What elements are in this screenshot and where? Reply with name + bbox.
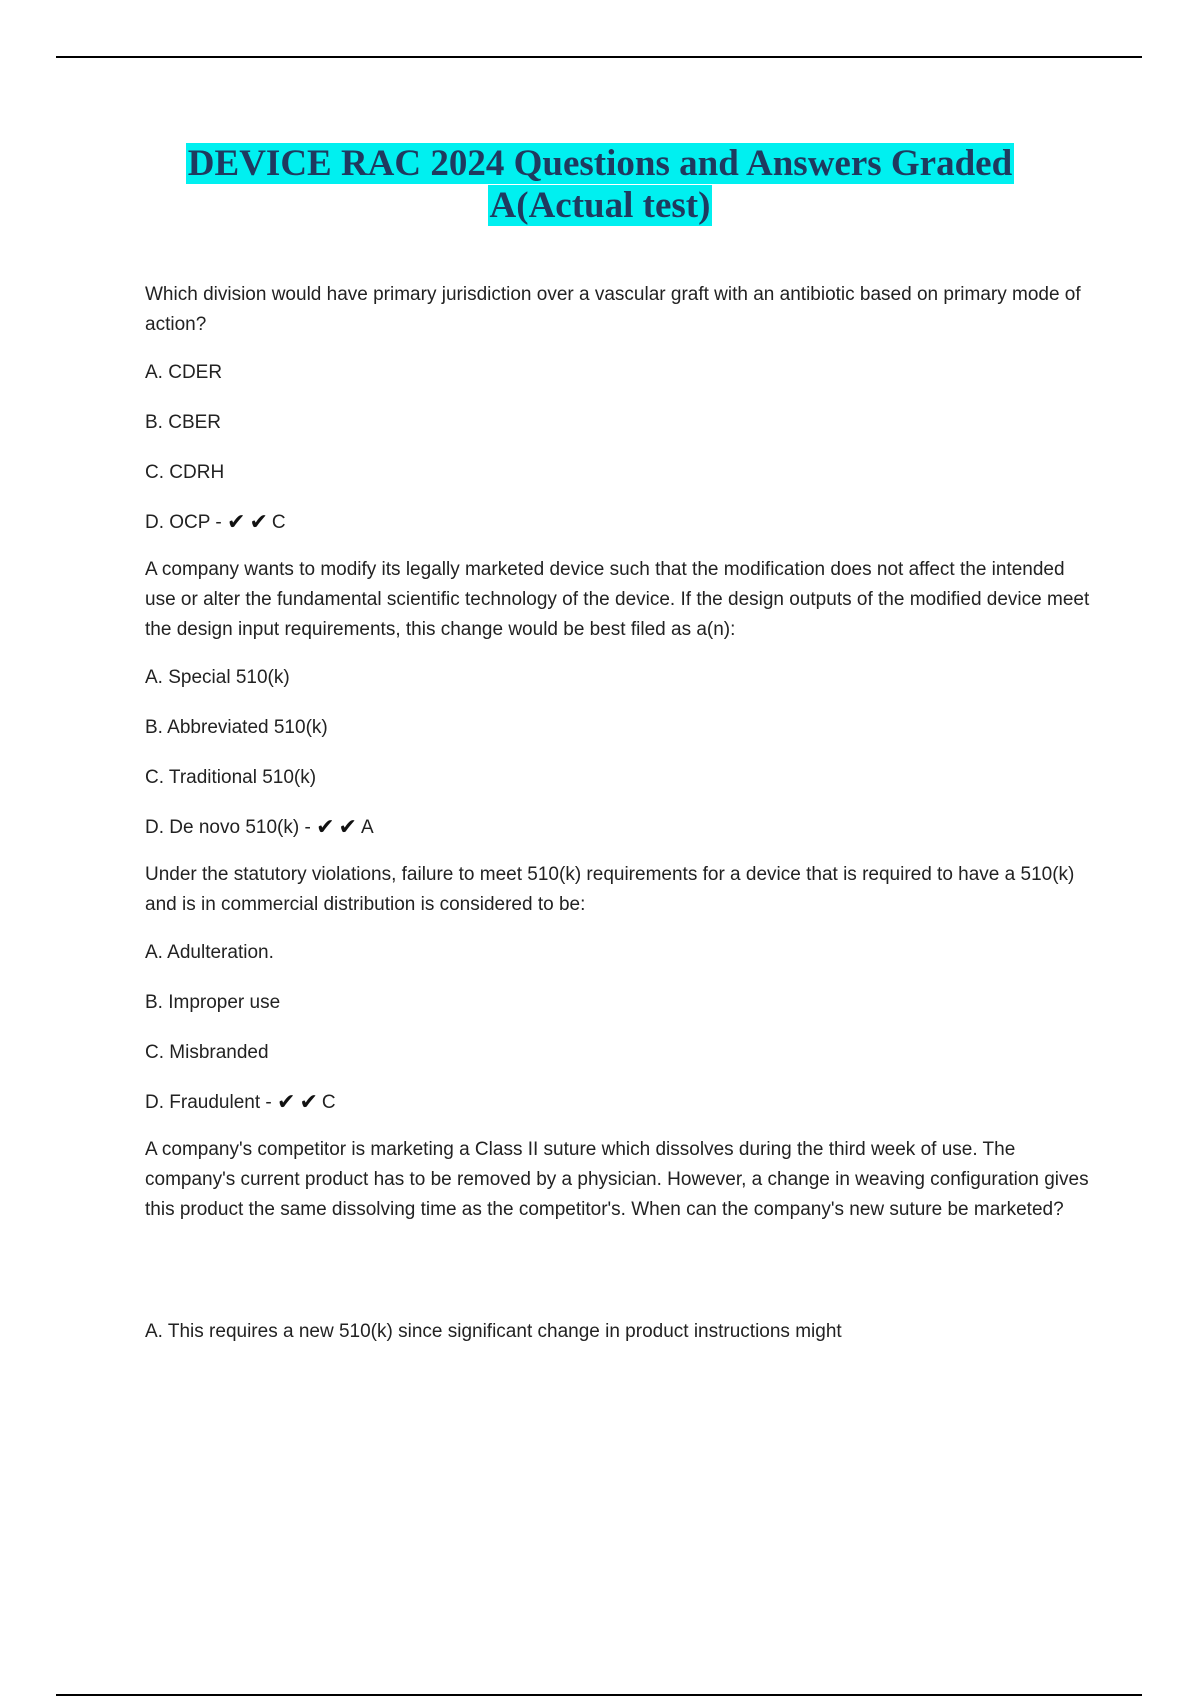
option-item: C. Misbranded bbox=[145, 1042, 269, 1063]
bottom-page-rule bbox=[56, 1694, 1142, 1696]
option-item: B. Abbreviated 510(k) bbox=[145, 717, 328, 738]
top-page-rule bbox=[56, 56, 1142, 58]
answer-letter: A bbox=[360, 817, 374, 838]
option-text: D. Fraudulent bbox=[145, 1092, 261, 1113]
question-text: Under the statutory violations, failure to meet 510(k) requirements for a device that is required to have a 510(k) and is in commercial distribution is considered to be: bbox=[145, 864, 1075, 915]
checkmark-icon: ✔ bbox=[299, 1089, 318, 1114]
question-text: A company wants to modify its legally marketed device such that the modification does not affect the intended use or alter the fundamental scientific technology of the device. If the design outputs of the modified device meet the design input requirements, this change would be best filed as a(n): bbox=[145, 559, 1090, 640]
blank-space bbox=[145, 1243, 1095, 1317]
question-text: Which division would have primary jurisdiction over a vascular graft with an antibiotic based on primary mode of action? bbox=[145, 284, 1081, 335]
question-text: A company's competitor is marketing a Class II suture which dissolves during the third week of use. The company's current product has to be removed by a physician. However, a change in weaving configuration gives this product the same dissolving time as the competitor's. When can the company's new suture be marketed? bbox=[145, 1139, 1089, 1220]
checkmark-icon: ✔ bbox=[249, 509, 268, 534]
checkmark-icon: ✔ bbox=[277, 1089, 296, 1114]
option-item: A. This requires a new 510(k) since significant change in product instructions might bbox=[145, 1321, 842, 1342]
answer-separator: - bbox=[210, 512, 227, 533]
answer-separator: - bbox=[260, 1092, 278, 1113]
answer-separator: - bbox=[299, 817, 317, 838]
checkmark-icon: ✔ bbox=[338, 814, 357, 839]
option-item: A. Special 510(k) bbox=[145, 667, 290, 688]
checkmark-icon: ✔ bbox=[227, 509, 246, 534]
option-item-with-answer bbox=[145, 508, 1095, 538]
option-item-with-answer bbox=[145, 1088, 1095, 1118]
title-line-2: A(Actual test) bbox=[489, 185, 711, 226]
option-item: A. CDER bbox=[145, 362, 223, 383]
document-title bbox=[100, 143, 1100, 227]
document-body bbox=[145, 280, 1095, 1367]
option-item: B. Improper use bbox=[145, 992, 281, 1013]
answer-letter: C bbox=[321, 1092, 336, 1113]
option-item: B. CBER bbox=[145, 412, 222, 433]
option-text: D. De novo 510(k) bbox=[145, 817, 300, 838]
option-item: C. CDRH bbox=[145, 462, 225, 483]
title-line-1: DEVICE RAC 2024 Questions and Answers Graded bbox=[187, 143, 1013, 184]
checkmark-icon: ✔ bbox=[316, 814, 335, 839]
answer-letter: C bbox=[271, 512, 286, 533]
option-item: A. Adulteration. bbox=[145, 942, 274, 963]
option-item-with-answer bbox=[145, 813, 1095, 843]
option-item: C. Traditional 510(k) bbox=[145, 767, 317, 788]
option-text: D. OCP bbox=[145, 512, 211, 533]
